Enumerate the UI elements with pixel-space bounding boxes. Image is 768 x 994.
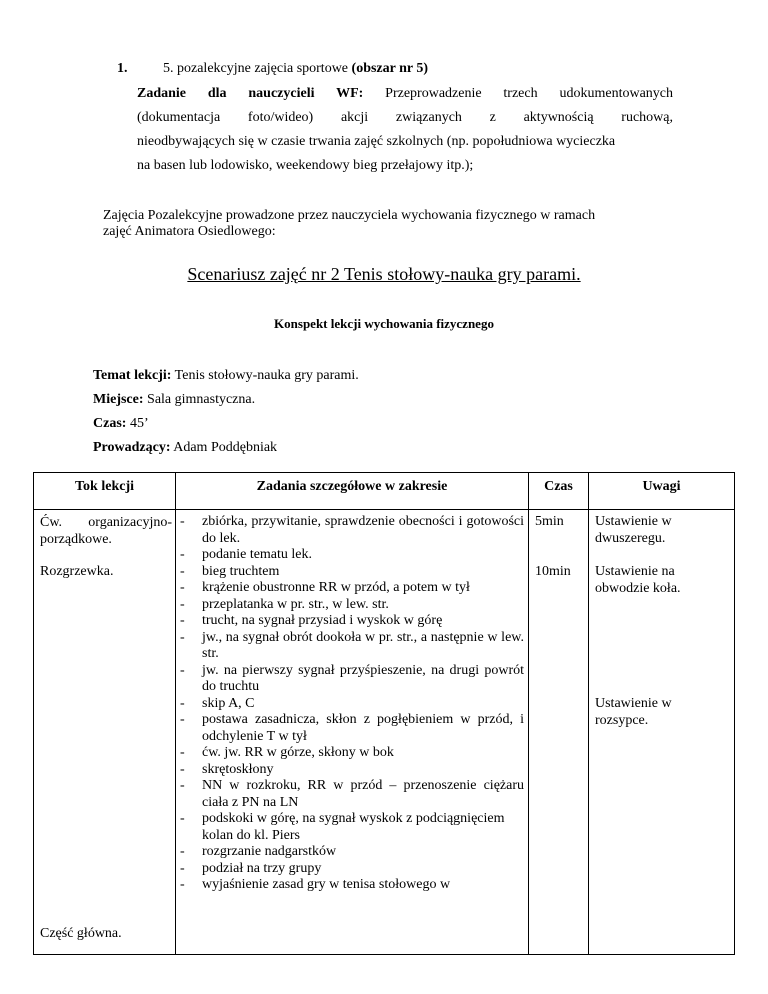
list-item: - NN w rozkroku, RR w przód – przenoszenie ciężaru ciała z PN na LN: [180, 778, 524, 811]
list-item: kolan do kl. Piers: [202, 827, 300, 843]
item-title: 5. pozalekcyjne zajęcia sportowe (obszar nr 5): [163, 61, 429, 76]
list-item: - jw. na pierwszy sygnał przyśpieszenie, na drugi powrót do truchtu: [180, 663, 524, 696]
meta-prowadzacy: Prowadzący: Adam Poddębniak: [93, 440, 278, 455]
list-item: - podział na trzy grupy: [180, 861, 524, 878]
uwagi-dwuszereg: Ustawienie w dwuszeregu.: [595, 514, 672, 546]
uwagi-kolo: Ustawienie na obwodzie koła.: [595, 564, 681, 596]
list-item: - postawa zasadnicza, skłon z pogłębieniem w przód, i odchylenie T w tył: [180, 712, 524, 745]
list-item: - trucht, na sygnał przysiad i wyskok w górę: [180, 613, 524, 630]
stage-rozgrzewka: Rozgrzewka.: [40, 564, 114, 579]
list-item: - wyjaśnienie zasad gry w tenisa stołowego w: [180, 877, 524, 894]
header-zadania: Zadania szczegółowe w zakresie: [176, 473, 529, 510]
task-list: [180, 514, 524, 894]
stage-glowna: Część główna.: [40, 926, 122, 941]
list-item: - podanie tematu lek.: [180, 547, 524, 564]
list-item: - ćw. jw. RR w górze, skłony w bok: [180, 745, 524, 762]
czas-column: [529, 510, 589, 955]
task-line-1: Zadanie dla nauczycieli WF: Przeprowadzenie trzech udokumentowanych: [137, 86, 673, 101]
header-czas: Czas: [529, 473, 589, 510]
czas-org: 5min: [535, 514, 564, 529]
czas-rozgrzewka: 10min: [535, 564, 571, 579]
konspekt-title: Konspekt lekcji wychowania fizycznego: [274, 316, 494, 331]
header-uwagi: Uwagi: [589, 473, 735, 510]
item-number: 1.: [117, 61, 128, 76]
list-item: - podskoki w górę, na sygnał wyskok z podciągnięciem: [180, 811, 524, 828]
task-line-2: (dokumentacja foto/wideo) akcji związanych z aktywnością ruchową,: [137, 110, 673, 125]
list-item: - krążenie obustronne RR w przód, a potem w tył: [180, 580, 524, 597]
list-item: - jw., na sygnał obrót dookoła w pr. str., a następnie w lew. str.: [180, 630, 524, 663]
meta-temat: Temat lekcji: Tenis stołowy-nauka gry parami.: [93, 368, 359, 383]
list-item: - bieg truchtem: [180, 564, 524, 581]
meta-miejsce: Miejsce: Sala gimnastyczna.: [93, 392, 256, 407]
intro-line-2: zajęć Animatora Osiedlowego:: [103, 224, 276, 239]
task-line-3: nieodbywających się w czasie trwania zajęć szkolnych (np. popołudniowa wycieczka: [137, 134, 616, 149]
stage-org: Ćw. organizacyjno-porządkowe.: [40, 515, 172, 547]
list-item: - rozgrzanie nadgarstków: [180, 844, 524, 861]
table-row: [34, 510, 735, 955]
meta-czas: Czas: 45’: [93, 416, 149, 431]
header-tok-lekcji: Tok lekcji: [34, 473, 176, 510]
list-item: - przeplatanka w pr. str., w lew. str.: [180, 597, 524, 614]
list-item: - zbiórka, przywitanie, sprawdzenie obecności i gotowości do lek.: [180, 514, 524, 547]
scenario-title: Scenariusz zajęć nr 2 Tenis stołowy-nauka gry parami.: [187, 264, 581, 284]
tasks-column: [176, 510, 529, 955]
lesson-table: [33, 472, 735, 955]
list-item: - skrętoskłony: [180, 762, 524, 779]
stage-column: [34, 510, 176, 955]
task-line-4: na basen lub lodowisko, weekendowy bieg przełajowy itp.);: [137, 158, 474, 173]
list-item: - skip A, C: [180, 696, 524, 713]
uwagi-rozsypka: Ustawienie w rozsypce.: [595, 696, 672, 728]
uwagi-column: [589, 510, 735, 955]
intro-line-1: Zajęcia Pozalekcyjne prowadzone przez nauczyciela wychowania fizycznego w ramach: [103, 208, 596, 223]
table-header-row: [34, 473, 735, 510]
